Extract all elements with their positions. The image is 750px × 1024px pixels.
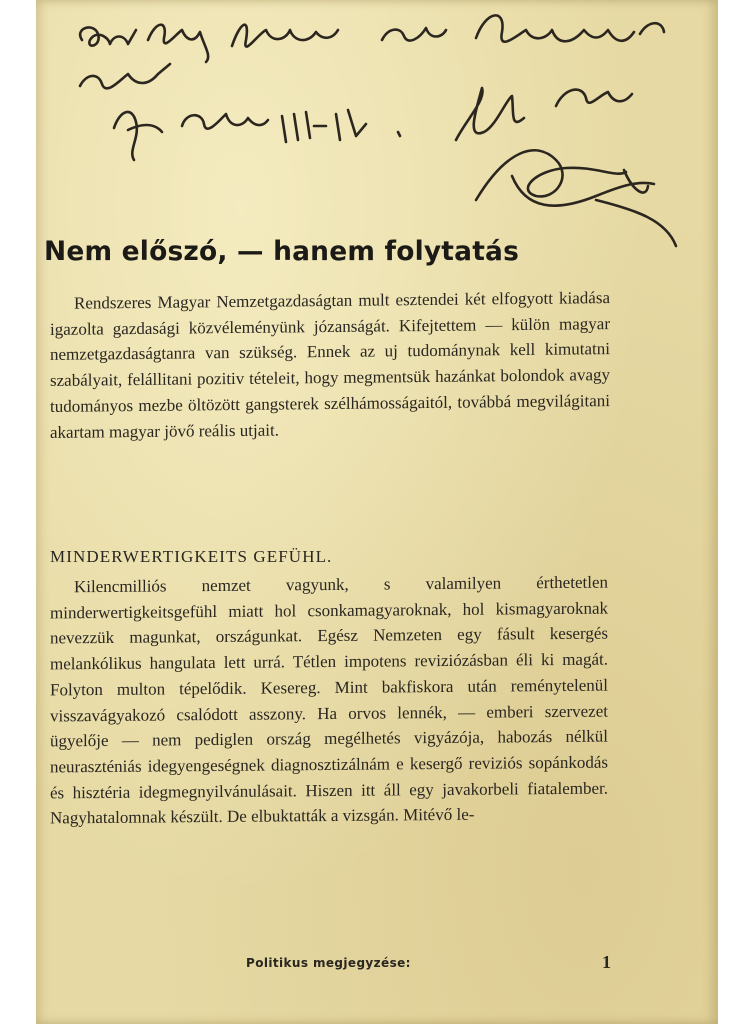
section-title: MINDERWERTIGKEITS GEFÜHL. xyxy=(50,547,333,566)
body-paragraph: Kilencmilliós nemzet vagyunk, s valamilyen érthetetlen minderwertigkeitsgefühl miatt hol csonkamagyaroknak, hol kismagyaroknak nevezzük magunkat, országunkat. Egész Nemzeten egy fásult kesergés melankólikus hangulata lett urrá. Tétlen impotens reviziózásban éli ki magát. Folyton multon tépelődik. Kesereg. Mint bakfiskora után reménytelenül visszavágyakozó csalódott asszony. Ha orvos lennék, — emberi szervezet ügyelője — nem pediglen ország megélhetés vigyázója, habozás nélkül neuraszténiás idegyengeségnek diagnosztizálnám e kesergő reviziós sopánkodás és hisztéria idegmegnyilvánulásait. Hiszen itt áll egy javakorbeli fiatalember. Nagyhatalomnak készült. De elbuktatták a vizsgán. Mitévő le- xyxy=(50,572,608,828)
page-number: 1 xyxy=(602,952,611,972)
footer-note: Politikus megjegyzése: xyxy=(246,956,411,970)
handwritten-inscription xyxy=(36,0,718,270)
book-page xyxy=(36,0,718,1024)
page-headline: Nem előszó, — hanem folytatás xyxy=(44,236,520,267)
intro-paragraph: Rendszeres Magyar Nemzetgazdaságtan mult esztendei két elfogyott kiadása igazolta gazdasági közvéleményünk józanságát. Kifejtettem — külön magyar nemzetgazdaságtanra van szükség. Ennek az uj tudománynak kell kimutatni szabályait, felállitani pozitiv tételeit, hogy megmentsük hazánkat bolondok avagy tudományos mezbe öltözött gangsterek szélhámosságaitól, továbbá megvilágitani akartam magyar jövő reális utjait. xyxy=(50,288,610,442)
